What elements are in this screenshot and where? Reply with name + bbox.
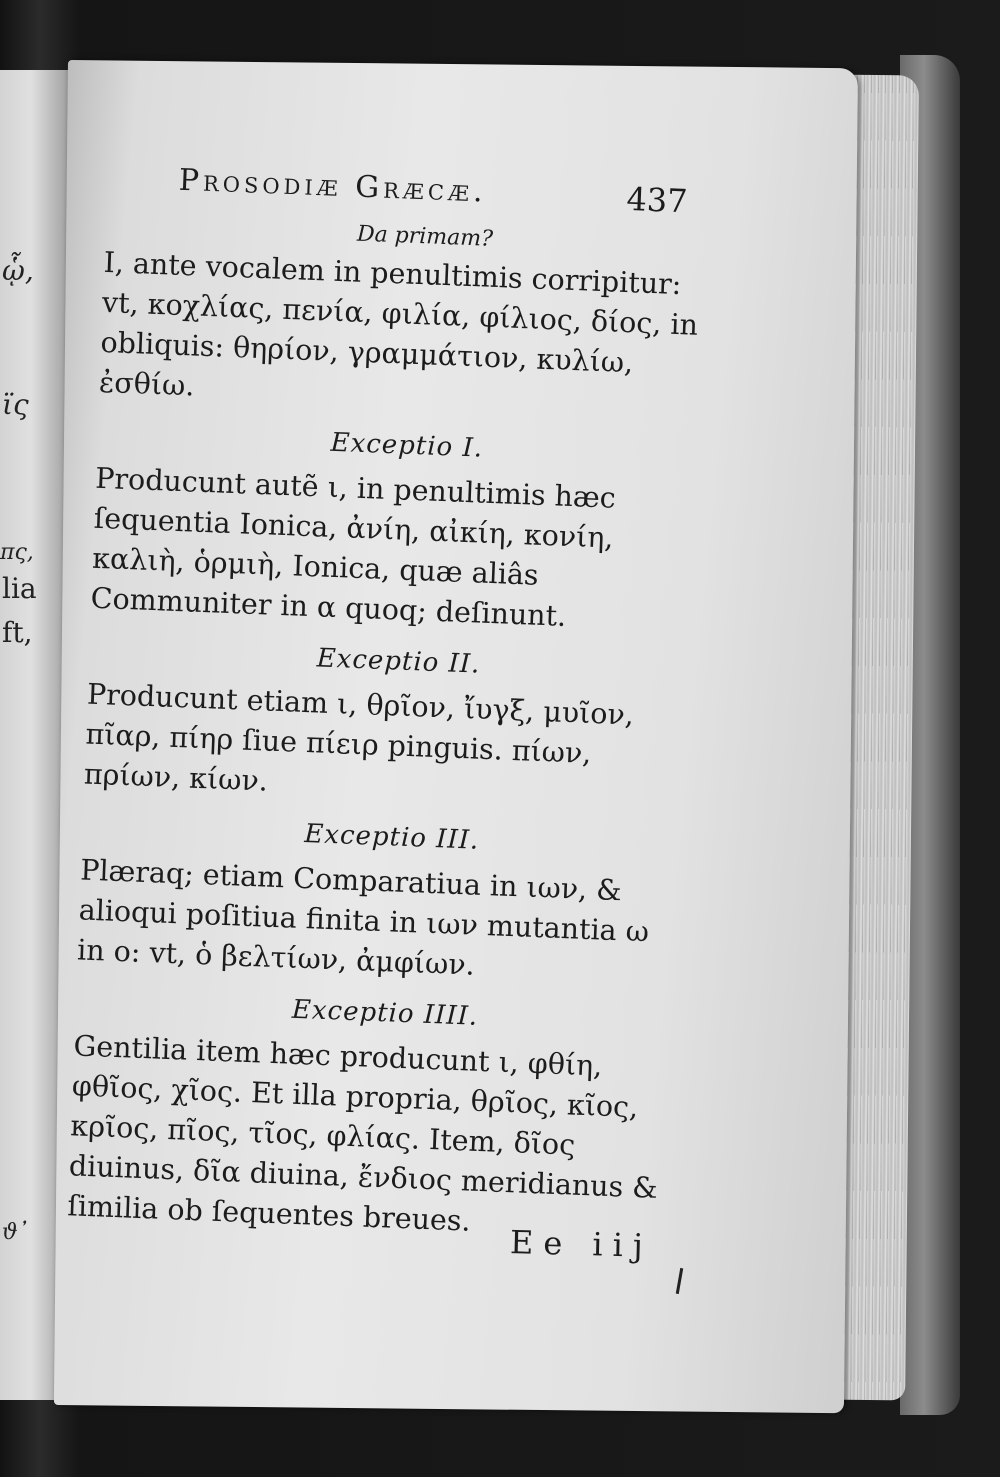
exception-heading: Exceptio II.	[316, 643, 481, 680]
signature-mark: Ee iij	[509, 1223, 654, 1265]
rule-paragraph: I, ante vocalem in penultimis corripitur: vt, κοχλίας, πενία, φιλία, φίλιος, δίος, in obliquis: θηρίον, γραμμάτιον, κυλίω, ἐσθίω.	[98, 245, 699, 403]
question-line: Da primam?	[356, 221, 494, 252]
left-fragment: ϊς	[2, 388, 29, 421]
running-head: Prosodiæ Græcæ.	[178, 162, 488, 210]
page-number: 437	[625, 179, 689, 221]
page-text	[67, 150, 708, 1249]
left-fragment: ᾧ,	[2, 254, 34, 287]
left-fragment: ϑ᾽	[2, 1220, 29, 1245]
exception-heading: Exceptio III.	[303, 819, 480, 856]
left-fragment: lia	[2, 572, 37, 605]
exception-text: Gentilia item hæc producunt ι, φθίη, φθῖος, χῖος. Et illa propria, θρῖος, κῖος, κρῖος, πῖος, τῖος, φλίας. Item, δῖος diuinus, δῖα diuina, ἔνδιος meridianus & ſimilia ob ſequentes breues.	[66, 1029, 659, 1238]
exception-text: Producunt autẽ ι, in penultimis hæc ſequentia Ionica, ἀνίη, αἰκίη, κονίη, καλιὴ, ὁρμιὴ, Ionica, quæ aliâs Communiter in α quoq; deſinunt.	[90, 461, 617, 633]
left-fragment: ft,	[2, 616, 33, 649]
exception-text: Producunt etiam ι, θρῖον, ἴυγξ, μυῖον, πῖαρ, πίηρ ſiue πίειρ pinguis. πίων, πρίων, κίων.	[83, 677, 635, 798]
left-fragment: πς,	[0, 540, 34, 565]
exception-heading: Exceptio IIII.	[291, 994, 479, 1032]
exception-heading: Exceptio I.	[330, 427, 484, 464]
exception-text: Plæraq; etiam Comparatiua in ιων, & alioqui poſitiua finita in ιων mutantia ω in ο: vt, ὁ βελτίων, ἀμφίων.	[76, 853, 650, 982]
